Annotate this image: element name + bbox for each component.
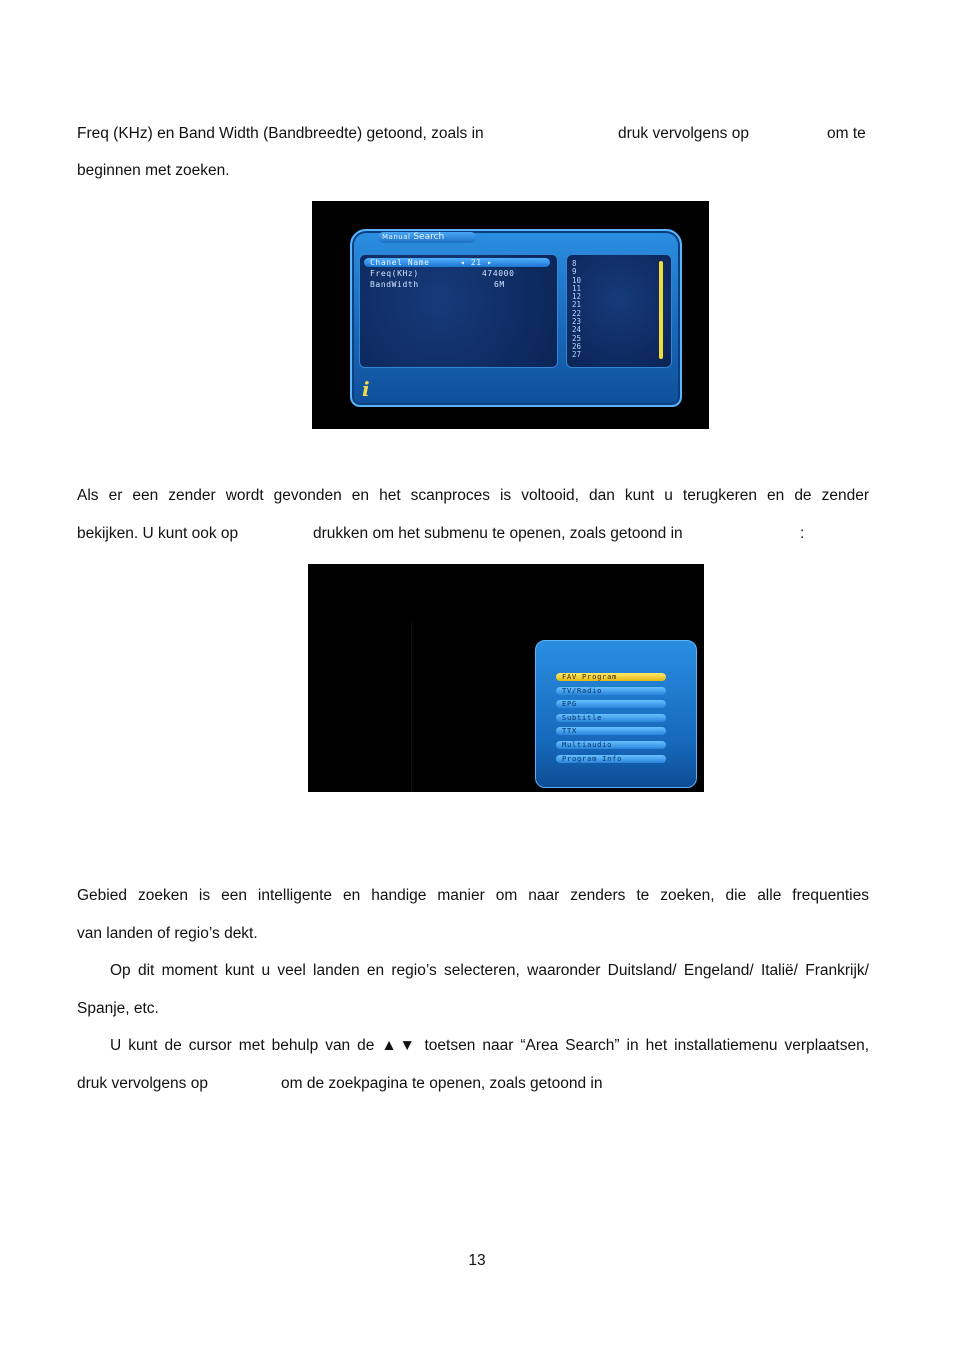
channel-list <box>566 254 672 368</box>
channel-item: 26 <box>572 341 582 351</box>
channel-item: 9 <box>572 267 577 277</box>
title-main: Search <box>413 232 445 242</box>
channel-name-value: ◂ 21 ▸ <box>460 258 493 267</box>
menu-item-multiaudio: Multiaudio <box>556 741 666 749</box>
body-text: U kunt de cursor met behulp van de ▲▼ toetsen naar “Area Search” in het installatiemenu verplaatsen, <box>110 1037 869 1054</box>
menu-item-tv-radio: TV/Radio <box>556 687 666 695</box>
menu-item-program-info: Program Info <box>556 755 666 763</box>
body-text: druk vervolgens op <box>77 1075 208 1092</box>
body-text: : <box>800 525 805 542</box>
bandwidth-label: BandWidth <box>370 280 419 289</box>
body-text: drukken om het submenu te openen, zoals getoond in <box>313 525 683 542</box>
body-text: druk vervolgens op <box>618 125 749 142</box>
channel-item: 27 <box>572 350 582 360</box>
channel-item: 12 <box>572 292 582 302</box>
body-text: van landen of regio’s dekt. <box>77 925 258 942</box>
body-text: beginnen met zoeken. <box>77 162 230 179</box>
submenu-screenshot <box>308 564 704 792</box>
body-text: Spanje, etc. <box>77 1000 159 1017</box>
panel-title <box>378 232 476 243</box>
channel-item: 8 <box>572 259 577 268</box>
freq-value: 474000 <box>482 269 515 278</box>
freq-label: Freq(KHz) <box>370 269 419 278</box>
info-icon: i <box>362 377 370 401</box>
divider <box>411 622 412 792</box>
body-text: Gebied zoeken is een intelligente en handige manier om naar zenders te zoeken, die alle frequenties <box>77 887 869 904</box>
body-text: Als er een zender wordt gevonden en het scanproces is voltooid, dan kunt u terugkeren en de zender <box>77 487 869 504</box>
channel-name-label: Chanel Name <box>370 258 430 267</box>
page-number: 13 <box>468 1252 486 1269</box>
channel-item: 11 <box>572 283 582 293</box>
menu-item-epg: EPG <box>556 700 666 708</box>
search-settings <box>359 254 558 368</box>
body-text: Op dit moment kunt u veel landen en regio’s selecteren, waaronder Duitsland/ Engeland/ Italië/ Frankrijk/ <box>110 962 869 979</box>
bandwidth-value: 6M <box>494 280 505 289</box>
body-text: Freq (KHz) en Band Width (Bandbreedte) getoond, zoals in <box>77 125 484 142</box>
channel-item: 23 <box>572 317 582 327</box>
channel-item: 22 <box>572 308 582 318</box>
body-text: bekijken. U kunt ook op <box>77 525 239 542</box>
manual-search-panel <box>350 229 682 407</box>
channel-item: 24 <box>572 325 582 335</box>
menu-item-fav-program: FAV Program <box>556 673 666 681</box>
manual-search-screenshot <box>312 201 709 429</box>
body-text: om de zoekpagina te openen, zoals getoond in <box>281 1075 603 1092</box>
menu-item-subtitle: Subtitle <box>556 714 666 722</box>
title-prefix: Manual <box>382 233 411 241</box>
body-text: om te <box>827 125 866 142</box>
channel-item: 25 <box>572 333 582 343</box>
menu-item-ttx: TTX <box>556 727 666 735</box>
submenu-panel <box>535 640 697 788</box>
channel-item: 21 <box>572 300 582 310</box>
channel-list-scrollbar <box>659 261 663 359</box>
channel-item: 10 <box>572 275 582 285</box>
